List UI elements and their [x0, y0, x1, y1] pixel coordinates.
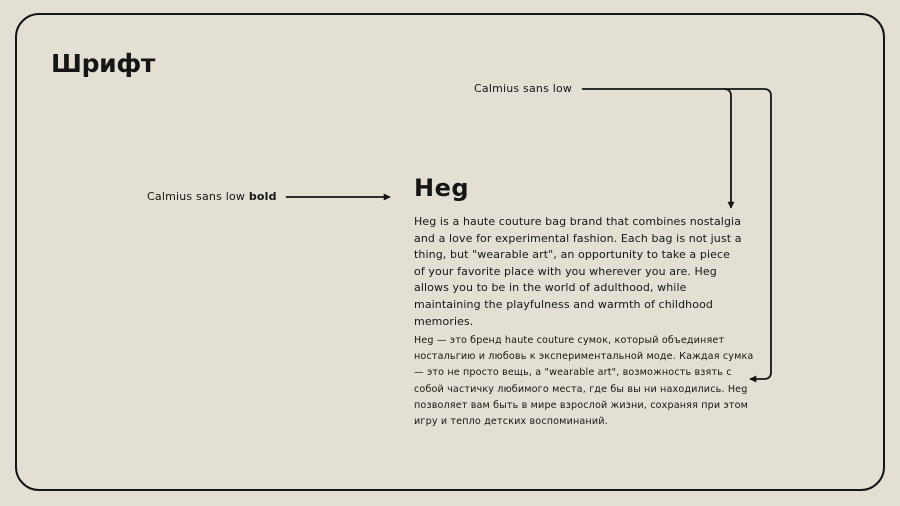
bold-font-label: [147, 191, 277, 202]
description-english: Heg is a haute couture bag brand that combines nostalgia and a love for experimental fashion. Each bag is not just a thing, but "wearable art", an opportunity to take a piece of your favorite place with you wherever you are. Heg allows you to be in the world of adulthood, while maintaining the playfulness and warmth of childhood memories.: [414, 215, 742, 328]
bold-font-label-weight: bold: [248, 190, 277, 203]
brand-heading: Heg: [414, 174, 470, 202]
bold-font-label-prefix: Calmius sans low: [147, 190, 246, 203]
regular-font-label: Calmius sans low: [474, 82, 573, 95]
page-title: Шрифт: [51, 49, 156, 78]
description-russian: Heg — это бренд haute couture сумок, который объединяет ностальгию и любовь к экспериментальной моде. Каждая сумка — это не просто вещь, а "wearable art", возможность взять с собой частичку любимого места, где бы вы ни находились. Heg позволяет вам быть в мире взрослой жизни, сохраняя при этом игру и тепло детских воспоминаний.: [414, 335, 754, 428]
